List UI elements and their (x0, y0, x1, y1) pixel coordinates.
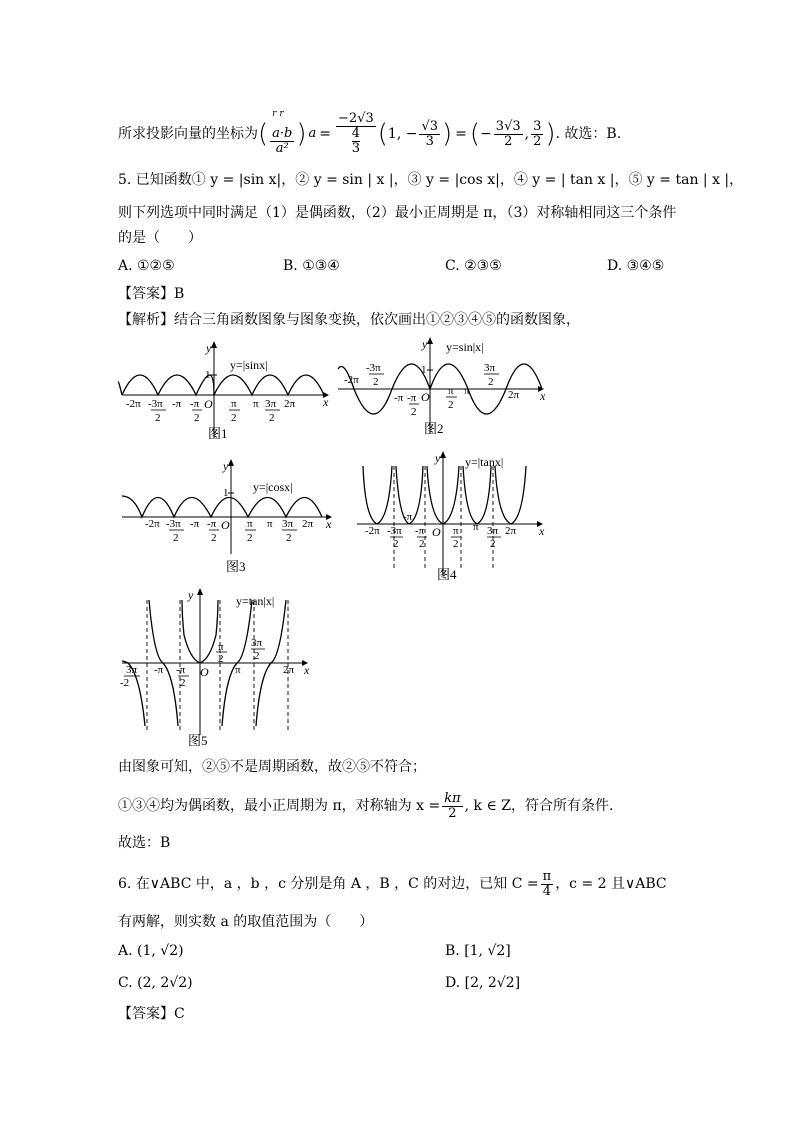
svg-text:2: 2 (247, 532, 253, 544)
svg-text:π: π (448, 385, 454, 397)
svg-text:-2π: -2π (344, 374, 359, 386)
svg-text:y=|tanx|: y=|tanx| (465, 455, 504, 469)
q4-projection-fraction: $^{r r}$ a·b a² (272, 109, 293, 156)
q4-prefix: 所求投影向量的坐标为 (118, 126, 258, 142)
q5-answer: 【答案】B (118, 286, 185, 302)
q6-stem-line1: 6. 在∨ABC 中，a ，b ，c 分别是角 A ，B ，C 的对边，已知 C = $\frac{\pi}{4}$ ，c = 2 且∨ABC (118, 868, 667, 899)
svg-text:-π: -π (403, 511, 413, 523)
svg-text:1: 1 (205, 369, 211, 381)
figure-2-caption: 图2 (424, 421, 444, 436)
svg-text:y: y (422, 337, 428, 351)
svg-text:π: π (231, 398, 237, 410)
svg-text:x: x (540, 389, 546, 403)
svg-text:O: O (204, 397, 213, 411)
q5-analysis: 【解析】结合三角函数图象与图象变换，依次画出①②③④⑤的函数图象， (118, 312, 580, 328)
svg-text:2: 2 (488, 376, 494, 388)
svg-text:y=|sinx|: y=|sinx| (230, 358, 268, 372)
figure-2-sin-abs (336, 334, 548, 439)
svg-text:π: π (253, 398, 259, 410)
svg-text:π: π (267, 518, 273, 530)
svg-text:2π: 2π (284, 398, 296, 410)
svg-text:2: 2 (373, 376, 379, 388)
svg-text:3π: 3π (251, 637, 263, 649)
q5-option-b: B. ①③④ (283, 258, 340, 274)
svg-text:-π: -π (394, 392, 404, 404)
svg-text:-π: -π (415, 525, 425, 537)
figure-1-caption: 图1 (208, 426, 228, 441)
q5-stem-line2: 则下列选项中同时满足（1）是偶函数，（2）最小正周期是 π，（3）对称轴相同这三个条件 (118, 205, 677, 221)
svg-text:-2π: -2π (126, 398, 141, 410)
svg-text:π: π (235, 664, 241, 676)
svg-text:-3π: -3π (366, 362, 381, 374)
svg-text:-π: -π (190, 398, 200, 410)
svg-text:2: 2 (231, 412, 237, 424)
svg-text:2: 2 (254, 650, 260, 662)
q5-conclusion-2: ①③④均为偶函数，最小正周期为 π，对称轴为 x = $\frac{k\pi}{2}$ , k ∈ Z，符合所有条件. (118, 790, 614, 821)
figure-4-abs-tan (355, 448, 550, 583)
q6-answer: 【答案】C (118, 1006, 185, 1022)
q6-option-c: C. (2, 2√2) (118, 975, 193, 991)
svg-text:1: 1 (421, 364, 427, 376)
svg-text:π: π (218, 641, 224, 653)
svg-text:y=sin|x|: y=sin|x| (446, 340, 484, 354)
svg-text:2π: 2π (508, 389, 520, 401)
svg-text:2: 2 (218, 653, 224, 665)
svg-text:-3π: -3π (387, 525, 402, 537)
svg-text:-π: -π (176, 664, 186, 676)
svg-text:y: y (188, 588, 194, 602)
svg-text:y: y (223, 459, 229, 473)
svg-text:2: 2 (211, 532, 217, 544)
q6-option-a: A. (1, √2) (118, 943, 184, 959)
svg-text:3π: 3π (282, 518, 294, 530)
svg-text:y: y (206, 341, 212, 355)
svg-text:3π: 3π (126, 664, 138, 676)
svg-text:-2π: -2π (145, 518, 160, 530)
svg-text:2: 2 (180, 677, 186, 689)
svg-text:-3π: -3π (166, 518, 181, 530)
svg-text:O: O (221, 518, 230, 532)
svg-text:π: π (464, 385, 470, 397)
svg-text:π: π (247, 518, 253, 530)
q5-stem-line1: 5. 已知函数① y = |sin x|，② y = sin | x |，③ y = |cos x|，④ y = | tan x |，⑤ y = tan | x |， (118, 172, 744, 188)
svg-text:x: x (326, 517, 332, 531)
svg-text:3π: 3π (484, 362, 496, 374)
q6-stem-line2: 有两解，则实数 a 的取值范围为（ ） (118, 914, 374, 930)
svg-text:y=|cosx|: y=|cosx| (253, 480, 293, 494)
svg-text:2π: 2π (505, 525, 517, 537)
svg-text:2: 2 (453, 538, 459, 550)
figure-1-abs-sin (118, 338, 333, 443)
figure-4-caption: 图4 (437, 567, 457, 582)
svg-text:1: 1 (223, 487, 229, 499)
svg-text:y: y (435, 451, 441, 465)
q5-option-d: D. ③④⑤ (607, 258, 665, 274)
svg-text:O: O (421, 390, 430, 404)
svg-text:π: π (453, 525, 459, 537)
q5-conclusion-1: 由图象可知，②⑤不是周期函数，故②⑤不符合； (118, 759, 426, 775)
svg-text:y=tan|x|: y=tan|x| (236, 594, 275, 608)
q5-option-a: A. ①②⑤ (118, 258, 175, 274)
q4-projection-line: 所求投影向量的坐标为 ( $^{r r}$ a·b a² ) a = −2√3 4 3 ( 1, − $\frac{√3}{3}$ ) = ( − $\frac{3√3}{2}$ , $\frac{3}{2}$ ) . 故选：B. (118, 109, 622, 156)
svg-text:-π: -π (407, 392, 417, 404)
svg-text:2: 2 (448, 399, 454, 411)
svg-text:2: 2 (286, 532, 292, 544)
svg-text:2: 2 (269, 412, 275, 424)
svg-text:O: O (200, 665, 209, 679)
q4-coefficient: −2√3 4 3 (338, 111, 374, 156)
svg-text:2: 2 (194, 412, 200, 424)
svg-text:2: 2 (419, 538, 425, 550)
svg-text:x: x (304, 663, 310, 677)
q5-option-c: C. ②③⑤ (445, 258, 502, 274)
svg-text:-2π: -2π (365, 525, 380, 537)
svg-text:x: x (323, 395, 329, 409)
q6-option-d: D. [2, 2√2] (445, 975, 521, 991)
q5-stem-line3: 的是（ ） (118, 230, 202, 246)
svg-text:2: 2 (393, 538, 399, 550)
svg-text:2: 2 (490, 538, 496, 550)
svg-text:-2: -2 (120, 677, 130, 689)
q5-final: 故选：B (118, 835, 171, 851)
svg-text:-π: -π (207, 518, 217, 530)
svg-text:2: 2 (411, 406, 417, 418)
svg-text:-π: -π (154, 664, 164, 676)
svg-text:2: 2 (155, 412, 161, 424)
svg-text:-3π: -3π (148, 398, 163, 410)
q6-option-b: B. [1, √2] (445, 943, 511, 959)
svg-text:2π: 2π (302, 518, 314, 530)
svg-text:3π: 3π (487, 525, 499, 537)
svg-text:-π: -π (172, 398, 182, 410)
svg-text:2π: 2π (283, 664, 295, 676)
svg-text:2: 2 (173, 532, 179, 544)
figure-5-tan-abs (118, 585, 313, 750)
svg-text:O: O (432, 525, 441, 539)
svg-text:π: π (473, 521, 479, 533)
svg-text:3π: 3π (265, 398, 277, 410)
figure-5-caption: 图5 (188, 733, 208, 748)
svg-text:x: x (539, 524, 545, 538)
svg-text:-π: -π (190, 518, 200, 530)
figure-3-abs-cos (118, 456, 340, 580)
figure-3-caption: 图3 (226, 559, 246, 574)
